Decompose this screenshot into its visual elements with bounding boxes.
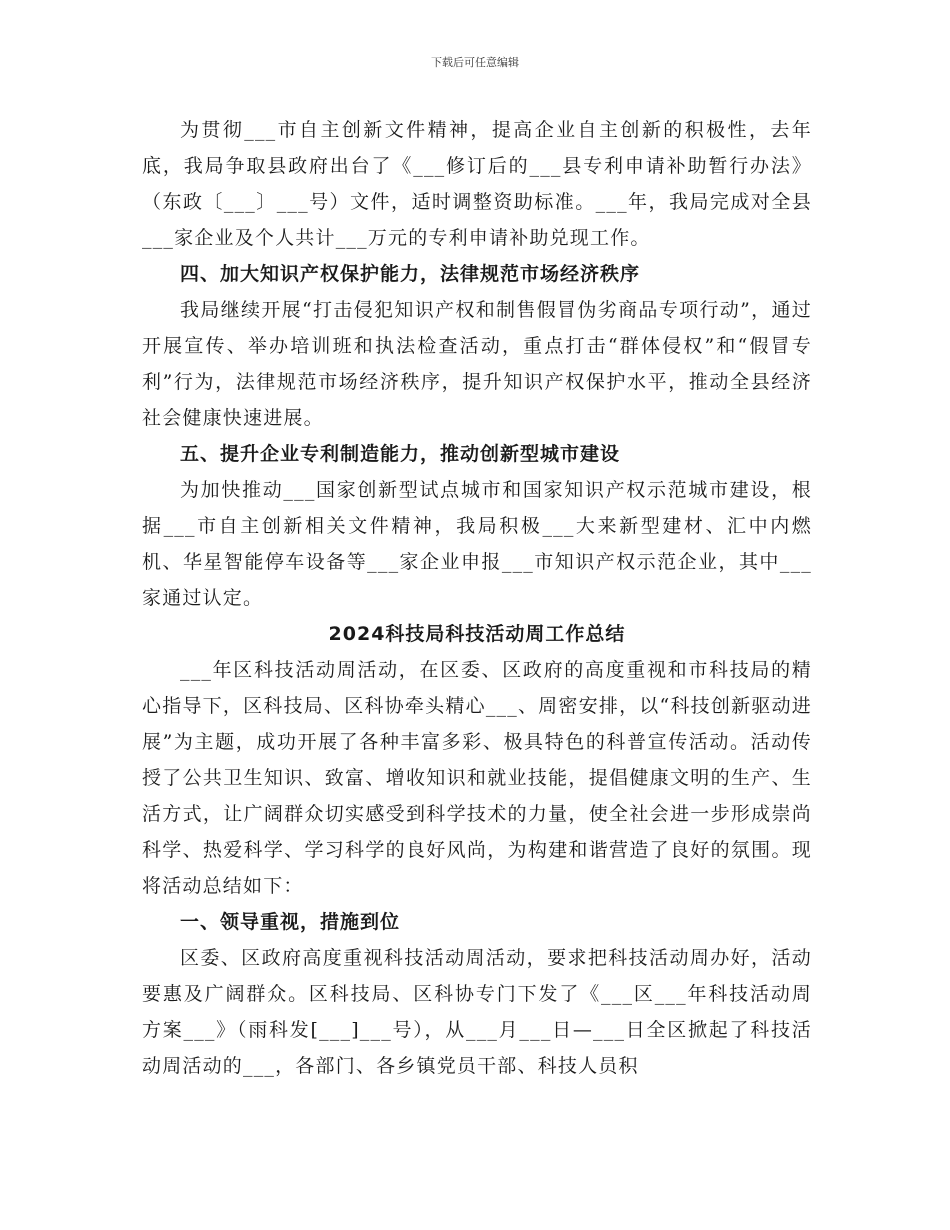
paragraph-ip-protection: 我局继续开展“打击侵犯知识产权和制售假冒伪劣商品专项行动”，通过开展宣传、举办培训班和执法检查活动，重点打击“群体侵权”和“假冒专利”行为，法律规范市场经济秩序，提升知识产权保护水平，推动全县经济社会健康快速进展。 bbox=[142, 299, 812, 429]
section-heading-4: 四、加大知识产权保护能力，法律规范市场经济秩序 bbox=[180, 263, 641, 285]
paragraph-activity-intro: ___年区科技活动周活动，在区委、区政府的高度重视和市科技局的精心指导下，区科技局、区科协牵头精心___、周密安排，以“科技创新驱动进展”为主题，成功开展了各种丰富多彩、极具特色的科普宣传活动。活动传授了公共卫生知识、致富、增收知识和就业技能，提倡健康文明的生产、生活方式，让广阔群众切实感受到科学技术的力量，使全社会进一步形成崇尚科学、热爱科学、学习科学的良好风尚，为构建和谐营造了良好的氛围。现将活动总结如下： bbox=[142, 659, 812, 897]
header-note: 下载后可任意编辑 bbox=[431, 56, 519, 69]
document-body bbox=[142, 112, 812, 1084]
paragraph-innovation-city: 为加快推动___国家创新型试点城市和国家知识产权示范城市建设，根据___市自主创新相关文件精神，我局积极___大来新型建材、汇中内燃机、华星智能停车设备等___家企业申报___市知识产权示范企业，其中___家通过认定。 bbox=[142, 479, 812, 609]
paragraph-patent-subsidy: 为贯彻___市自主创新文件精神，提高企业自主创新的积极性，去年底，我局争取县政府出台了《___修订后的___县专利申请补助暂行办法》（东政〔___〕___号）文件，适时调整资助标准。___年，我局完成对全县___家企业及个人共计___万元的专利申请补助兑现工作。 bbox=[142, 119, 812, 249]
section-heading-5: 五、提升企业专利制造能力，推动创新型城市建设 bbox=[180, 443, 621, 465]
section-heading-1: 一、领导重视，措施到位 bbox=[180, 911, 401, 933]
document-title: 2024科技局科技活动周工作总结 bbox=[328, 623, 626, 645]
paragraph-leadership: 区委、区政府高度重视科技活动周活动，要求把科技活动周办好，活动要惠及广阔群众。区科技局、区科协专门下发了《___区___年科技活动周方案___》（雨科发[___]___号），从___月___日—___日全区掀起了科技活动周活动的___，各部门、各乡镇党员干部、科技人员积 bbox=[142, 947, 812, 1077]
